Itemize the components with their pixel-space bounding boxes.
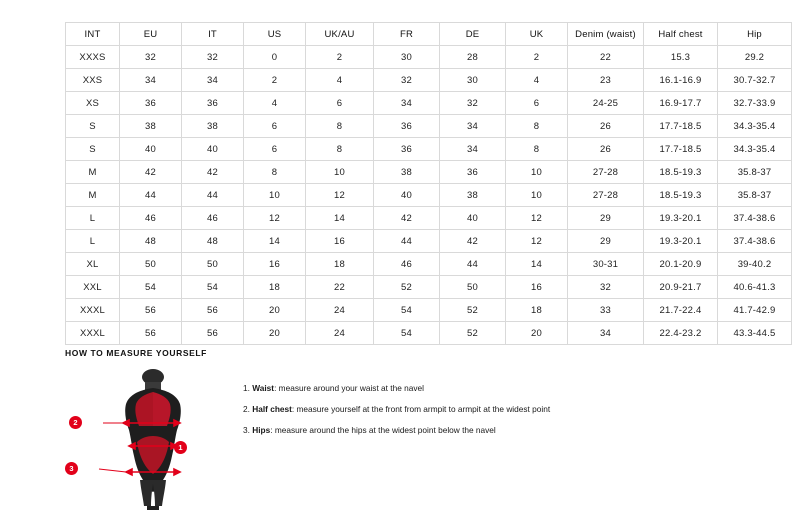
- cell-half-chest: 17.7-18.5: [644, 138, 718, 161]
- cell-half-chest: 15.3: [644, 46, 718, 69]
- cell-it: 36: [182, 92, 244, 115]
- cell-eu: 32: [120, 46, 182, 69]
- cell-de: 36: [440, 161, 506, 184]
- cell-us: 12: [244, 207, 306, 230]
- table-row: [66, 138, 792, 161]
- column-header-de: DE: [440, 23, 506, 46]
- cell-half-chest: 18.5-19.3: [644, 161, 718, 184]
- column-header-int: INT: [66, 23, 120, 46]
- cell-denim-waist: 34: [568, 322, 644, 345]
- cell-half-chest: 16.1-16.9: [644, 69, 718, 92]
- table-row: [66, 161, 792, 184]
- cell-denim-waist: 33: [568, 299, 644, 322]
- cell-denim-waist: 32: [568, 276, 644, 299]
- cell-int: M: [66, 184, 120, 207]
- cell-fr: 44: [374, 230, 440, 253]
- cell-us: 10: [244, 184, 306, 207]
- column-header-eu: EU: [120, 23, 182, 46]
- cell-fr: 32: [374, 69, 440, 92]
- step-term: Half chest: [252, 403, 292, 414]
- cell-fr: 42: [374, 207, 440, 230]
- cell-hip: 34.3-35.4: [718, 138, 792, 161]
- cell-eu: 48: [120, 230, 182, 253]
- cell-int: XS: [66, 92, 120, 115]
- cell-de: 38: [440, 184, 506, 207]
- cell-uk-au: 14: [306, 207, 374, 230]
- cell-eu: 38: [120, 115, 182, 138]
- marker-1: 1: [174, 441, 187, 454]
- column-header-denim-waist: Denim (waist): [568, 23, 644, 46]
- cell-de: 44: [440, 253, 506, 276]
- cell-uk-au: 12: [306, 184, 374, 207]
- cell-it: 44: [182, 184, 244, 207]
- cell-uk: 8: [506, 115, 568, 138]
- cell-eu: 46: [120, 207, 182, 230]
- size-chart-container: [65, 22, 776, 345]
- cell-it: 56: [182, 322, 244, 345]
- cell-half-chest: 19.3-20.1: [644, 230, 718, 253]
- cell-int: XXS: [66, 69, 120, 92]
- cell-uk: 12: [506, 230, 568, 253]
- table-row: [66, 322, 792, 345]
- column-header-half-chest: Half chest: [644, 23, 718, 46]
- step-number: 3.: [243, 424, 250, 435]
- cell-half-chest: 18.5-19.3: [644, 184, 718, 207]
- column-header-it: IT: [182, 23, 244, 46]
- step-term: Waist: [252, 383, 275, 393]
- cell-de: 34: [440, 138, 506, 161]
- table-row: [66, 92, 792, 115]
- cell-it: 32: [182, 46, 244, 69]
- cell-half-chest: 22.4-23.2: [644, 322, 718, 345]
- cell-uk: 2: [506, 46, 568, 69]
- cell-fr: 52: [374, 276, 440, 299]
- cell-de: 42: [440, 230, 506, 253]
- cell-us: 16: [244, 253, 306, 276]
- cell-int: L: [66, 230, 120, 253]
- cell-us: 14: [244, 230, 306, 253]
- table-row: [66, 46, 792, 69]
- cell-eu: 56: [120, 299, 182, 322]
- cell-de: 32: [440, 92, 506, 115]
- cell-us: 4: [244, 92, 306, 115]
- cell-de: 52: [440, 299, 506, 322]
- cell-fr: 36: [374, 138, 440, 161]
- cell-denim-waist: 29: [568, 207, 644, 230]
- step-number: 1.: [243, 383, 250, 393]
- cell-int: XXXS: [66, 46, 120, 69]
- cell-fr: 40: [374, 184, 440, 207]
- cell-denim-waist: 29: [568, 230, 644, 253]
- how-to-measure-body: [65, 368, 765, 513]
- cell-denim-waist: 30-31: [568, 253, 644, 276]
- cell-denim-waist: 27-28: [568, 184, 644, 207]
- cell-uk-au: 24: [306, 322, 374, 345]
- cell-fr: 38: [374, 161, 440, 184]
- cell-eu: 36: [120, 92, 182, 115]
- cell-fr: 34: [374, 92, 440, 115]
- measure-step-hips: [243, 426, 765, 436]
- cell-us: 18: [244, 276, 306, 299]
- cell-int: XXL: [66, 276, 120, 299]
- cell-de: 28: [440, 46, 506, 69]
- cell-hip: 39-40.2: [718, 253, 792, 276]
- cell-it: 48: [182, 230, 244, 253]
- cell-fr: 36: [374, 115, 440, 138]
- cell-us: 20: [244, 299, 306, 322]
- cell-de: 30: [440, 69, 506, 92]
- cell-de: 52: [440, 322, 506, 345]
- cell-uk: 8: [506, 138, 568, 161]
- cell-int: XXXL: [66, 322, 120, 345]
- cell-hip: 29.2: [718, 46, 792, 69]
- cell-eu: 40: [120, 138, 182, 161]
- cell-it: 40: [182, 138, 244, 161]
- cell-half-chest: 17.7-18.5: [644, 115, 718, 138]
- cell-uk-au: 8: [306, 115, 374, 138]
- cell-us: 2: [244, 69, 306, 92]
- cell-uk-au: 16: [306, 230, 374, 253]
- cell-int: S: [66, 115, 120, 138]
- cell-denim-waist: 23: [568, 69, 644, 92]
- cell-half-chest: 16.9-17.7: [644, 92, 718, 115]
- cell-it: 54: [182, 276, 244, 299]
- cell-it: 42: [182, 161, 244, 184]
- cell-half-chest: 20.9-21.7: [644, 276, 718, 299]
- cell-uk: 10: [506, 184, 568, 207]
- cell-half-chest: 19.3-20.1: [644, 207, 718, 230]
- cell-half-chest: 21.7-22.4: [644, 299, 718, 322]
- cell-uk-au: 18: [306, 253, 374, 276]
- cell-uk-au: 6: [306, 92, 374, 115]
- cell-denim-waist: 26: [568, 138, 644, 161]
- table-row: [66, 230, 792, 253]
- step-text: : measure around the hips at the widest point below the navel: [270, 424, 496, 435]
- cell-eu: 50: [120, 253, 182, 276]
- cell-uk-au: 10: [306, 161, 374, 184]
- step-text: : measure yourself at the front from armpit to armpit at the widest point: [291, 403, 551, 414]
- cell-uk: 4: [506, 69, 568, 92]
- cell-fr: 54: [374, 299, 440, 322]
- table-header-row: [66, 23, 792, 46]
- column-header-fr: FR: [374, 23, 440, 46]
- cell-hip: 40.6-41.3: [718, 276, 792, 299]
- cell-hip: 34.3-35.4: [718, 115, 792, 138]
- cell-fr: 46: [374, 253, 440, 276]
- table-row: [66, 207, 792, 230]
- cell-hip: 37.4-38.6: [718, 207, 792, 230]
- how-to-measure-title: HOW TO MEASURE YOURSELF: [65, 348, 207, 358]
- cell-uk: 16: [506, 276, 568, 299]
- mannequin-illustration: [93, 368, 213, 513]
- cell-it: 56: [182, 299, 244, 322]
- step-text: : measure around your waist at the navel: [274, 383, 424, 393]
- column-header-uk: UK: [506, 23, 568, 46]
- cell-it: 50: [182, 253, 244, 276]
- cell-hip: 32.7-33.9: [718, 92, 792, 115]
- cell-eu: 42: [120, 161, 182, 184]
- cell-us: 8: [244, 161, 306, 184]
- cell-us: 6: [244, 115, 306, 138]
- cell-uk-au: 4: [306, 69, 374, 92]
- cell-int: S: [66, 138, 120, 161]
- cell-int: M: [66, 161, 120, 184]
- cell-hip: 30.7-32.7: [718, 69, 792, 92]
- cell-it: 34: [182, 69, 244, 92]
- table-row: [66, 276, 792, 299]
- cell-hip: 35.8-37: [718, 161, 792, 184]
- cell-de: 40: [440, 207, 506, 230]
- cell-uk: 6: [506, 92, 568, 115]
- table-row: [66, 115, 792, 138]
- cell-uk: 14: [506, 253, 568, 276]
- cell-us: 20: [244, 322, 306, 345]
- measure-steps-list: [243, 384, 765, 447]
- cell-int: L: [66, 207, 120, 230]
- cell-denim-waist: 22: [568, 46, 644, 69]
- column-header-uk-au: UK/AU: [306, 23, 374, 46]
- measure-step-half-chest: [243, 405, 765, 415]
- table-row: [66, 69, 792, 92]
- cell-uk: 20: [506, 322, 568, 345]
- marker-2: 2: [69, 416, 82, 429]
- cell-denim-waist: 27-28: [568, 161, 644, 184]
- cell-int: XL: [66, 253, 120, 276]
- cell-fr: 30: [374, 46, 440, 69]
- column-header-us: US: [244, 23, 306, 46]
- cell-fr: 54: [374, 322, 440, 345]
- cell-eu: 44: [120, 184, 182, 207]
- cell-uk-au: 8: [306, 138, 374, 161]
- cell-it: 46: [182, 207, 244, 230]
- cell-hip: 41.7-42.9: [718, 299, 792, 322]
- cell-uk: 10: [506, 161, 568, 184]
- cell-eu: 56: [120, 322, 182, 345]
- cell-int: XXXL: [66, 299, 120, 322]
- size-chart-table: [65, 22, 792, 345]
- table-row: [66, 253, 792, 276]
- cell-us: 0: [244, 46, 306, 69]
- cell-de: 34: [440, 115, 506, 138]
- cell-uk-au: 2: [306, 46, 374, 69]
- cell-half-chest: 20.1-20.9: [644, 253, 718, 276]
- cell-uk: 12: [506, 207, 568, 230]
- step-number: 2.: [243, 403, 250, 414]
- cell-hip: 35.8-37: [718, 184, 792, 207]
- step-term: Hips: [252, 424, 271, 435]
- cell-eu: 54: [120, 276, 182, 299]
- table-row: [66, 299, 792, 322]
- cell-hip: 37.4-38.6: [718, 230, 792, 253]
- cell-it: 38: [182, 115, 244, 138]
- cell-eu: 34: [120, 69, 182, 92]
- table-row: [66, 184, 792, 207]
- how-to-measure-section: [65, 348, 765, 513]
- cell-uk: 18: [506, 299, 568, 322]
- cell-de: 50: [440, 276, 506, 299]
- cell-us: 6: [244, 138, 306, 161]
- measure-step-waist: [243, 384, 765, 394]
- measurement-figure: [69, 368, 213, 513]
- cell-denim-waist: 26: [568, 115, 644, 138]
- cell-hip: 43.3-44.5: [718, 322, 792, 345]
- column-header-hip: Hip: [718, 23, 792, 46]
- cell-denim-waist: 24-25: [568, 92, 644, 115]
- marker-3: 3: [65, 462, 78, 475]
- cell-uk-au: 22: [306, 276, 374, 299]
- cell-uk-au: 24: [306, 299, 374, 322]
